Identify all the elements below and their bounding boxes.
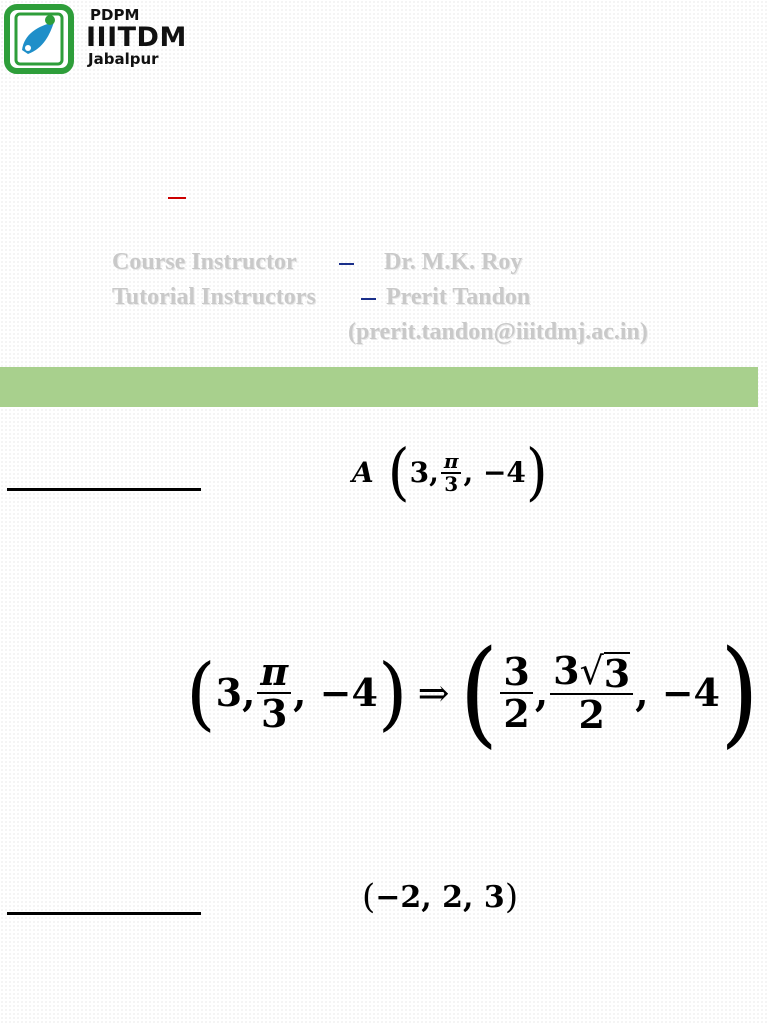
z-value: , −4	[463, 456, 526, 489]
z-value: , −4	[635, 670, 720, 715]
theta-numerator: π	[441, 451, 462, 474]
lhs-z-value: , −4	[293, 670, 378, 715]
point-b-expression	[362, 877, 518, 917]
logo-org-text: PDPM	[90, 6, 140, 24]
left-paren: (	[362, 877, 376, 917]
left-paren: (	[387, 436, 410, 509]
logo-city-text: Jabalpur	[88, 50, 159, 68]
tutorial-instructors-label: Tutorial Instructors	[112, 284, 316, 310]
x-denominator: 2	[503, 690, 530, 736]
right-paren: )	[377, 645, 408, 740]
y-denominator: 2	[578, 691, 605, 737]
institute-logo-icon	[4, 4, 74, 74]
tutorial-instructors-dash	[361, 298, 376, 300]
right-paren: )	[504, 877, 519, 917]
course-instructor-name: Dr. M.K. Roy	[384, 249, 523, 275]
point-a-expression	[352, 436, 548, 509]
sqrt-icon: √ 3	[579, 648, 631, 696]
lhs-theta-numerator: π	[257, 652, 291, 694]
implies-arrow: ⇒	[417, 670, 450, 715]
y-fraction	[550, 647, 633, 737]
y-numerator	[550, 647, 633, 696]
logo-name-text: IIITDM	[86, 22, 187, 53]
course-instructor-dash	[339, 263, 354, 265]
y-coefficient: 3	[553, 647, 580, 693]
y-radicand: 3	[603, 650, 631, 696]
lhs-theta-fraction	[257, 648, 291, 736]
green-band	[0, 367, 758, 407]
right-paren: )	[719, 625, 759, 760]
theta-fraction	[441, 448, 462, 496]
x-numerator: 3	[500, 652, 532, 694]
r-value: 3,	[409, 456, 439, 489]
lhs-r-value: 3,	[215, 670, 256, 715]
theta-denominator: 3	[444, 471, 459, 496]
left-paren: (	[459, 625, 499, 760]
lhs-theta-denominator: 3	[261, 690, 288, 736]
answer-blank-line	[7, 488, 201, 491]
comma: ,	[534, 670, 549, 715]
tutorial-instructor-email: (prerit.tandon@iiitdmj.ac.in)	[348, 319, 648, 345]
point-b-values: −2, 2, 3	[375, 879, 505, 915]
course-instructor-label: Course Instructor	[112, 249, 297, 275]
answer-blank-line	[7, 912, 201, 915]
left-paren: (	[186, 645, 216, 740]
x-fraction	[500, 648, 532, 736]
conversion-expression	[186, 625, 759, 760]
red-dash	[168, 197, 186, 199]
right-paren: )	[525, 436, 548, 509]
point-label: A	[352, 456, 374, 489]
tutorial-instructor-name: Prerit Tandon	[386, 284, 531, 310]
